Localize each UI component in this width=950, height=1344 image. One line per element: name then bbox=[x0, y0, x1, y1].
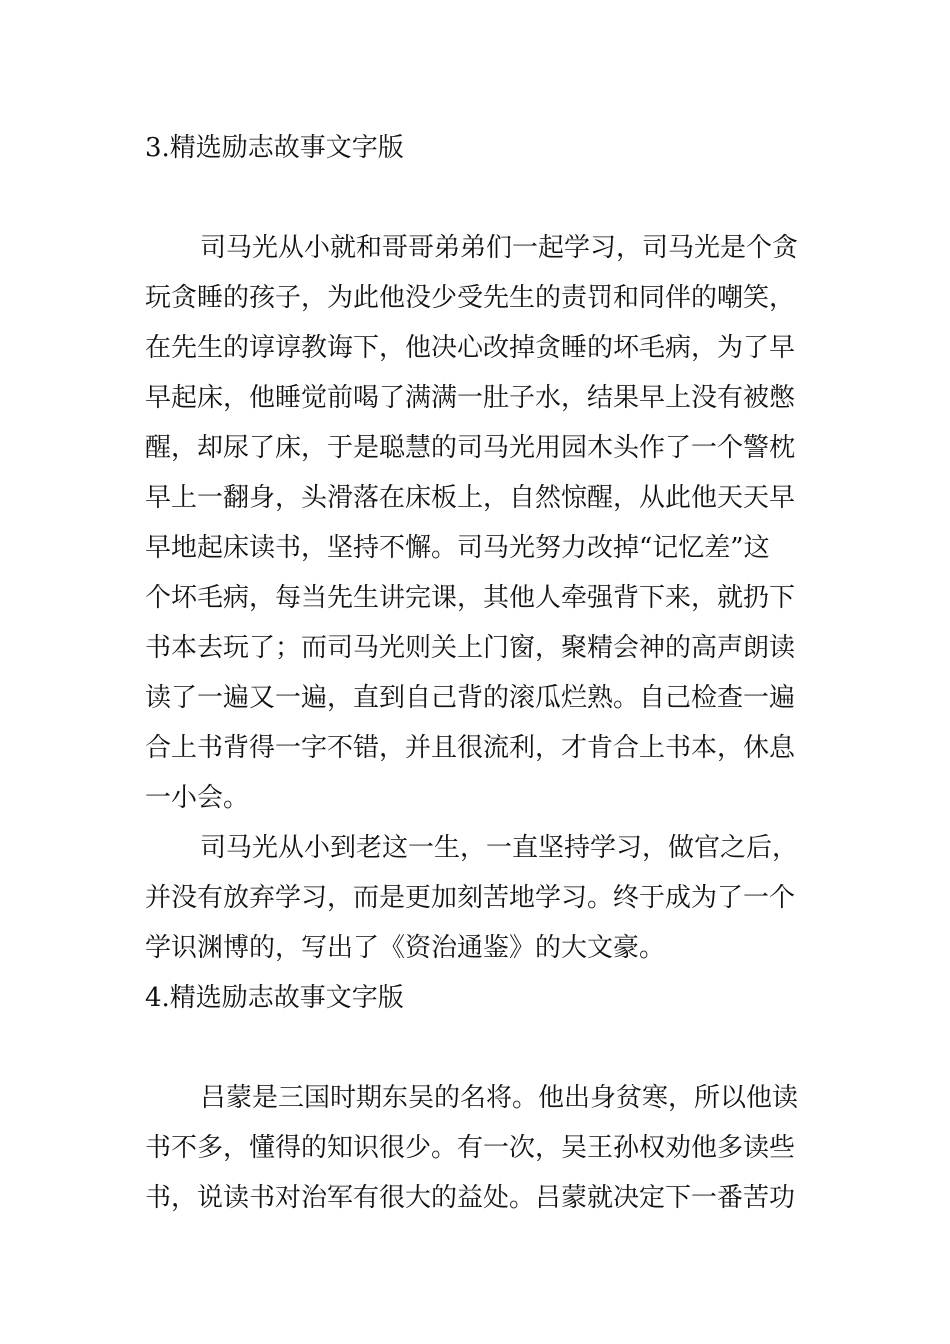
text-line: 书本去玩了；而司马光则关上门窗，聚精会神的高声朗读 bbox=[145, 633, 796, 663]
text-line: 在先生的谆谆教诲下，他决心改掉贪睡的坏毛病，为了早 bbox=[145, 333, 796, 363]
text-line: 读了一遍又一遍，直到自己背的滚瓜烂熟。自己检查一遍 bbox=[145, 683, 796, 713]
text-line: 早地起床读书，坚持不懈。司马光努力改掉“记忆差”这 bbox=[145, 533, 770, 563]
text-line: 玩贪睡的孩子，为此他没少受先生的责罚和同伴的嘲笑， bbox=[145, 283, 796, 313]
text-line: 合上书背得一字不错，并且很流利，才肯合上书本，休息 bbox=[145, 733, 796, 763]
text-line: 早起床，他睡觉前喝了满满一肚子水，结果早上没有被憋 bbox=[145, 383, 796, 413]
section-3-heading: 3.精选励志故事文字版 bbox=[145, 133, 404, 163]
text-line: 醒，却尿了床，于是聪慧的司马光用园木头作了一个警枕 bbox=[145, 433, 796, 463]
text-line: 书不多，懂得的知识很少。有一次，吴王孙权劝他多读些 bbox=[145, 1133, 796, 1163]
text-line: 吕蒙是三国时期东吴的名将。他出身贫寒，所以他读 bbox=[200, 1083, 799, 1113]
text-line: 司马光从小到老这一生，一直坚持学习，做官之后， bbox=[200, 833, 799, 863]
text-line: 学识渊博的，写出了《资治通鉴》的大文豪。 bbox=[145, 933, 666, 963]
text-line: 一小会。 bbox=[145, 783, 250, 813]
section-4-heading: 4.精选励志故事文字版 bbox=[145, 983, 404, 1013]
text-line: 书，说读书对治军有很大的益处。吕蒙就决定下一番苦功 bbox=[145, 1183, 796, 1213]
text-line: 早上一翻身，头滑落在床板上，自然惊醒，从此他天天早 bbox=[145, 483, 796, 513]
text-line: 个坏毛病，每当先生讲完课，其他人牵强背下来，就扔下 bbox=[145, 583, 796, 613]
text-line: 并没有放弃学习，而是更加刻苦地学习。终于成为了一个 bbox=[145, 883, 796, 913]
text-line: 司马光从小就和哥哥弟弟们一起学习，司马光是个贪 bbox=[200, 233, 799, 263]
